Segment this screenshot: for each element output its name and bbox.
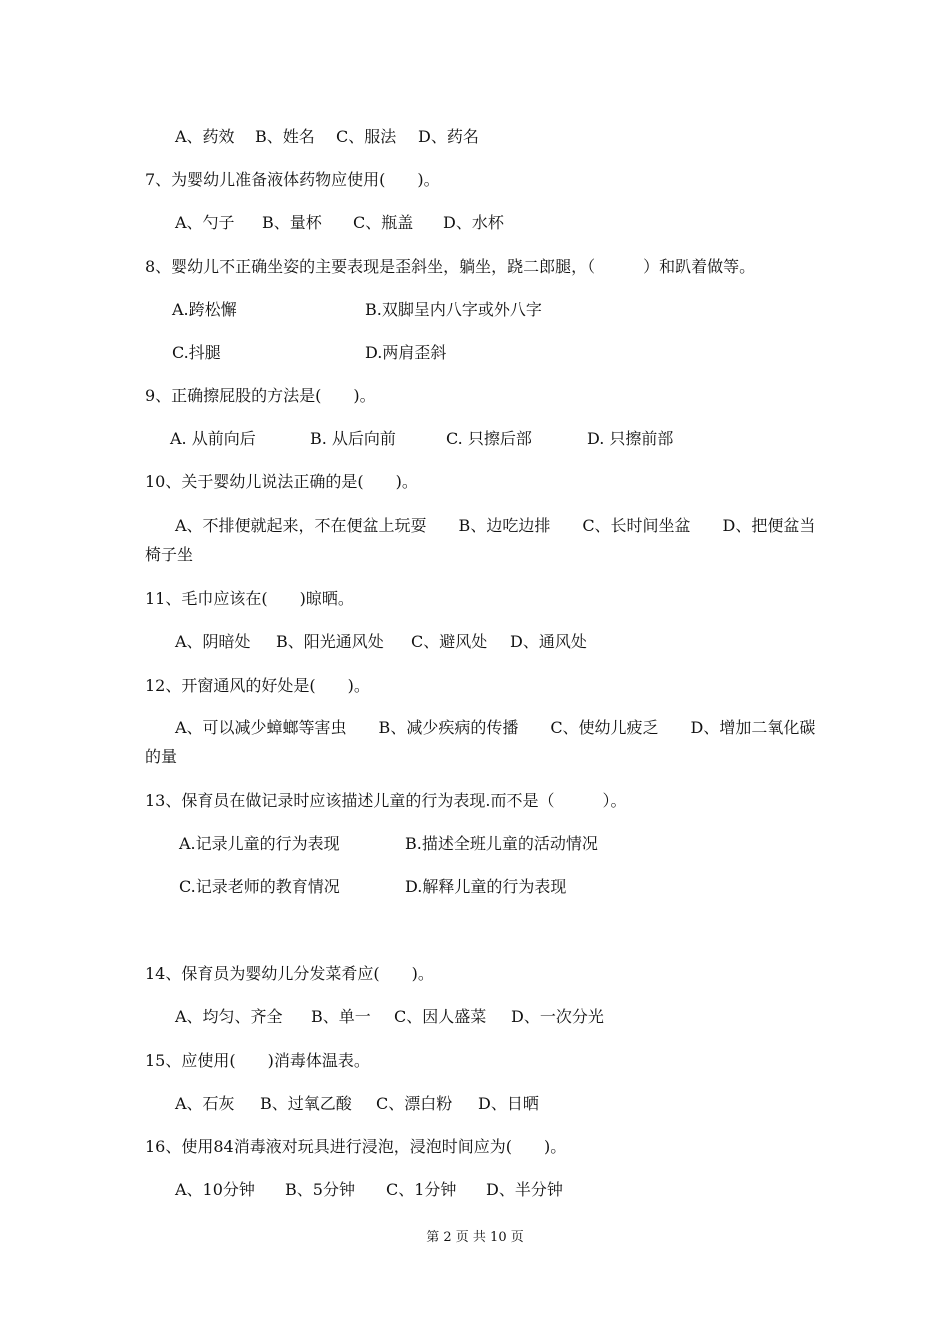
q16-option-b: B、5分钟 — [285, 1180, 355, 1199]
q11-option-d: D、通风处 — [510, 632, 587, 651]
q13-stem: 13、保育员在做记录时应该描述儿童的行为表现.而不是（ ）。 — [145, 791, 627, 810]
q15-option-a: A、石灰 — [175, 1094, 235, 1113]
q6-option-b: B、姓名 — [255, 127, 315, 146]
q9-option-b: B. 从后向前 — [310, 429, 396, 448]
q10-options-line1: A、不排便就起来，不在便盆上玩耍 B、边吃边排 C、长时间坐盆 D、把便盆当 — [175, 516, 816, 535]
q12-options-line1: A、可以减少蟑螂等害虫 B、减少疾病的传播 C、使幼儿疲乏 D、增加二氧化碳 — [175, 718, 816, 737]
q12-options-line2: 的量 — [145, 747, 178, 766]
q15-option-b: B、过氧乙酸 — [260, 1094, 352, 1113]
q16-option-a: A、10分钟 — [175, 1180, 255, 1199]
q8-option-a: A.跨松懈 — [172, 300, 237, 319]
q13-option-c: C.记录老师的教育情况 — [179, 877, 340, 896]
q16-option-c: C、1分钟 — [386, 1180, 457, 1199]
q9-option-c: C. 只擦后部 — [446, 429, 532, 448]
q9-stem: 9、正确擦屁股的方法是( )。 — [145, 386, 376, 405]
q7-option-c: C、瓶盖 — [353, 213, 414, 232]
q7-option-a: A、勺子 — [175, 213, 235, 232]
q11-option-b: B、阳光通风处 — [276, 632, 384, 651]
q6-option-c: C、服法 — [336, 127, 397, 146]
page-number: 第 2 页 共 10 页 — [426, 1230, 524, 1245]
q7-option-d: D、水杯 — [443, 213, 504, 232]
q15-stem: 15、应使用( )消毒体温表。 — [145, 1051, 370, 1070]
q12-stem: 12、开窗通风的好处是( )。 — [145, 676, 370, 695]
q14-option-c: C、因人盛菜 — [394, 1007, 487, 1026]
q13-option-b: B.描述全班儿童的活动情况 — [405, 834, 598, 853]
q15-option-d: D、日晒 — [478, 1094, 539, 1113]
q16-stem: 16、使用84消毒液对玩具进行浸泡，浸泡时间应为( )。 — [145, 1137, 567, 1156]
q8-option-d: D.两肩歪斜 — [365, 343, 447, 362]
q9-option-d: D. 只擦前部 — [587, 429, 674, 448]
q14-stem: 14、保育员为婴幼儿分发菜肴应( )。 — [145, 964, 434, 983]
q6-option-d: D、药名 — [418, 127, 479, 146]
q11-option-a: A、阴暗处 — [175, 632, 251, 651]
q13-option-d: D.解释儿童的行为表现 — [405, 877, 567, 896]
q11-stem: 11、毛巾应该在( )晾晒。 — [145, 589, 354, 608]
q13-option-a: A.记录儿童的行为表现 — [179, 834, 340, 853]
q8-stem: 8、婴幼儿不正确坐姿的主要表现是歪斜坐，躺坐，跷二郎腿，（ ）和趴着做等。 — [145, 257, 756, 276]
q10-stem: 10、关于婴幼儿说法正确的是( )。 — [145, 472, 418, 491]
q14-option-a: A、均匀、齐全 — [175, 1007, 283, 1026]
q10-options-line2: 椅子坐 — [145, 545, 194, 564]
q9-option-a: A. 从前向后 — [170, 429, 256, 448]
q6-option-a: A、药效 — [175, 127, 235, 146]
q15-option-c: C、漂白粉 — [376, 1094, 453, 1113]
q16-option-d: D、半分钟 — [486, 1180, 563, 1199]
q8-option-b: B.双脚呈内八字或外八字 — [365, 300, 542, 319]
q11-option-c: C、避风处 — [411, 632, 488, 651]
q14-option-b: B、单一 — [311, 1007, 371, 1026]
q7-option-b: B、量杯 — [262, 213, 322, 232]
q14-option-d: D、一次分光 — [511, 1007, 604, 1026]
q7-stem: 7、为婴幼儿准备液体药物应使用( )。 — [145, 170, 440, 189]
q8-option-c: C.抖腿 — [172, 343, 221, 362]
